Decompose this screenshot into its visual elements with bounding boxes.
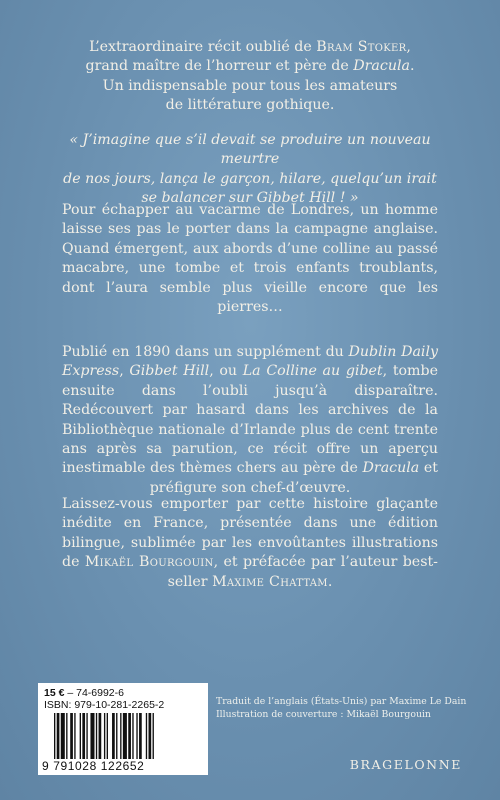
prefacer-name: Maxime Chattam [212,573,328,590]
barcode-digits: 9 791028 122652 [42,759,145,773]
isbn: ISBN: 979-10-281-2265-2 [44,699,165,711]
synopsis-paragraph: Pour échapper au vacarme de Londres, un homme laisse ses pas le porter dans la campagne anglaise. Quand émergent, aux abords d’une colline au passé macabre, une tombe et trois enfants troublants, dont l’aura semble plus vieille encore que les pierres… [62,202,438,316]
barcode-box [38,683,208,775]
illustrator-name: Mikaël Bourgouin [84,554,214,571]
intro-text: grand maître de l’horreur et père de [85,58,354,75]
history-paragraph [62,343,438,498]
barcode-bar [104,713,105,759]
barcode-bar [99,713,102,759]
quote-paragraph [62,131,438,209]
intro-line-3: Un indispensable pour tous les amateurs [102,77,398,94]
intro-punct: . [409,58,415,75]
credits [216,696,466,721]
dracula-title: Dracula [362,460,420,477]
barcode-bar [149,713,152,759]
english-title: Gibbet Hill [129,363,210,380]
closing-text: , et préfacée par l’auteur best-seller [167,554,438,590]
barcode-bar [128,713,131,759]
barcode-bar [120,713,121,759]
barcode-bar [139,713,142,759]
barcode-bar [61,713,65,759]
barcode-bar [123,713,127,759]
intro-punct: , [406,39,411,55]
intro-text: L’extraordinaire récit oublié de [89,39,317,55]
barcode-bars [52,713,202,759]
barcode-bar [116,713,117,759]
intro-paragraph [62,38,438,116]
barcode-bar [74,713,75,759]
barcode-bar [136,713,137,759]
publisher-logo: BRAGELONNE [349,757,462,772]
barcode-bar [86,713,87,759]
history-text: et préfigure son chef-d’œuvre. [149,460,439,496]
intro-line-1 [62,38,438,57]
history-text: , tombe ensuite dans l’oubli jusqu’à disparaître. Redécouvert par hasard dans les archives de la Bibliothèque nationale d’Irlande plus de cent trente ans après sa parution, ce récit offre un aperçu inestimable des thèmes chers au père de [62,363,438,477]
barcode-bar [153,713,154,759]
history-text: Publié en 1890 dans un supplément du [62,344,349,360]
illustration-credit: Illustration de couverture : Mikaël Bourgouin [216,708,431,720]
barcode-bar [66,713,67,759]
history-text: , [119,363,130,380]
barcode-bar [54,713,55,759]
closing-text: Laissez-vous emporter par cette histoire glaçante inédite en France, présentée dans une édition bilingue, sublimée par les envoûtantes illustrations de [62,496,438,571]
barcode-bar [146,713,147,759]
barcode-bar [112,713,115,759]
intro-line-4: de littérature gothique. [165,97,335,114]
french-title: La Colline au gibet [242,363,383,380]
barcode-bar [96,713,97,759]
dracula-title: Dracula [353,58,410,75]
barcode-bar [80,713,81,759]
barcode-bar [107,713,108,759]
intro-line-2 [62,57,438,76]
author-name: Bram Stoker [316,39,407,55]
history-text: , ou [209,363,243,380]
barcode-bar [82,713,85,759]
journal-title: Dublin Daily Express [62,344,438,380]
quote-line-3: se balancer sur Gibbet Hill ! » [141,190,359,207]
translator-credit: Traduit de l’anglais (États-Unis) par Maxime Le Dain [216,696,467,707]
closing-paragraph [62,495,438,592]
barcode-bar [90,713,94,759]
price: 15 € [44,687,65,699]
barcode-bar [57,713,60,759]
product-code: – 74-6992-6 [64,687,124,699]
quote-line-2: de nos jours, lança le garçon, hilare, quelqu’un irait [63,170,437,187]
barcode-bar [70,713,73,759]
quote-line-1: « J’imagine que s’il devait se produire un nouveau meurtre [69,132,431,168]
price-line [44,687,124,699]
closing-text: . [327,573,333,590]
barcode-bar [132,713,133,759]
